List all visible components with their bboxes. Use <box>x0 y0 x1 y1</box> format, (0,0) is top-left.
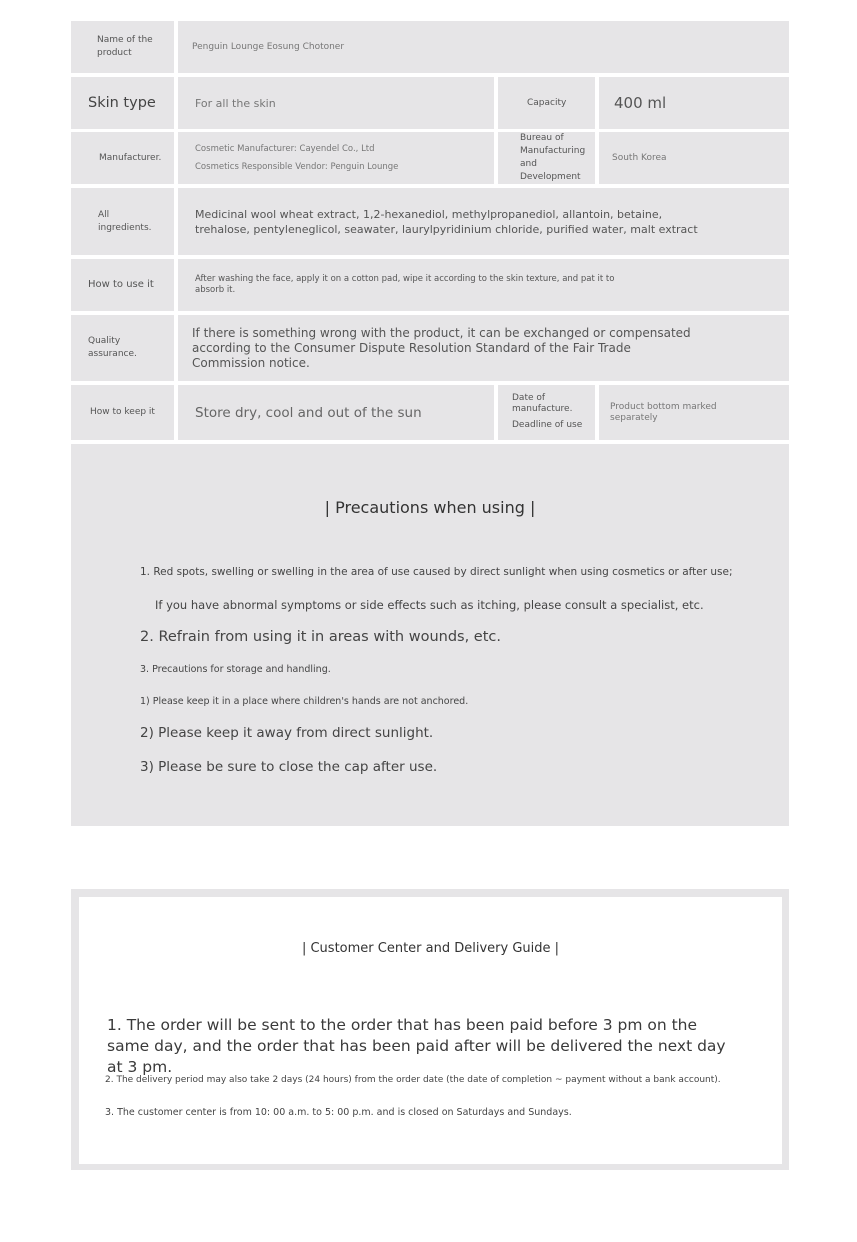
bureau-value: South Korea <box>599 132 789 184</box>
keep-value: Store dry, cool and out of the sun <box>178 385 494 440</box>
precaution-item-3-1: 1) Please keep it in a place where children's hands are not anchored. <box>140 696 469 707</box>
precaution-item-2: 2. Refrain from using it in areas with wounds, etc. <box>140 629 501 645</box>
keep-label: How to keep it <box>71 385 174 440</box>
manufacturer-line-2: Cosmetics Responsible Vendor: Penguin Lounge <box>195 161 399 172</box>
capacity-value: 400 ml <box>599 77 789 129</box>
date-label-manufacture: Date of manufacture. <box>512 393 573 414</box>
quality-value: If there is something wrong with the product, it can be exchanged or compensated according to the Consumer Dispute Resolution Standard of the Fair Trade Commission notice. <box>178 315 789 381</box>
capacity-label: Capacity <box>498 77 595 129</box>
skin-type-label: Skin type <box>71 77 174 129</box>
delivery-guide-panel <box>79 897 782 1164</box>
precaution-item-3: 3. Precautions for storage and handling. <box>140 664 331 675</box>
quality-label: Quality assurance. <box>71 315 174 381</box>
manufacturer-label: Manufacturer. <box>71 132 174 184</box>
ingredients-value: Medicinal wool wheat extract, 1,2-hexanediol, methylpropanediol, allantoin, betaine, trehalose, pentyleneglicol, seawater, laurylpyridinium chloride, purified water, malt extract <box>178 188 789 255</box>
bureau-label: Bureau of Manufacturing and Development <box>498 132 595 184</box>
skin-type-value: For all the skin <box>178 77 494 129</box>
delivery-guide-title: | Customer Center and Delivery Guide | <box>301 941 560 956</box>
precaution-item-1-cont: If you have abnormal symptoms or side effects such as itching, please consult a specialist, etc. <box>155 598 704 612</box>
date-label-deadline: Deadline of use <box>512 420 583 430</box>
how-to-use-label: How to use it <box>71 259 174 311</box>
delivery-item-2: 2. The delivery period may also take 2 days (24 hours) from the order date (the date of completion ~ payment without a bank account). <box>105 1075 721 1085</box>
precautions-panel <box>71 444 789 826</box>
precaution-item-1: 1. Red spots, swelling or swelling in the area of use caused by direct sunlight when using cosmetics or after use; <box>140 566 733 578</box>
how-to-use-value: After washing the face, apply it on a cotton pad, wipe it according to the skin texture, and pat it to absorb it. <box>178 259 789 311</box>
precaution-item-3-3: 3) Please be sure to close the cap after use. <box>140 759 438 775</box>
date-label <box>498 385 595 440</box>
precautions-title: | Precautions when using | <box>324 498 536 517</box>
manufacturer-value <box>178 132 494 184</box>
product-name-value: Penguin Lounge Eosung Chotoner <box>178 21 789 73</box>
ingredients-label: All ingredients. <box>71 188 174 255</box>
delivery-item-1: 1. The order will be sent to the order that has been paid before 3 pm on the same day, and the order that has been paid after will be delivered the next day at 3 pm. <box>107 1016 726 1076</box>
date-value: Product bottom marked separately <box>599 385 789 440</box>
precaution-item-3-2: 2) Please keep it away from direct sunlight. <box>140 725 434 741</box>
manufacturer-line-1: Cosmetic Manufacturer: Cayendel Co., Ltd <box>195 143 375 154</box>
product-name-label: Name of the product <box>71 21 174 73</box>
delivery-item-3: 3. The customer center is from 10: 00 a.m. to 5: 00 p.m. and is closed on Saturdays and Sundays. <box>105 1107 572 1118</box>
